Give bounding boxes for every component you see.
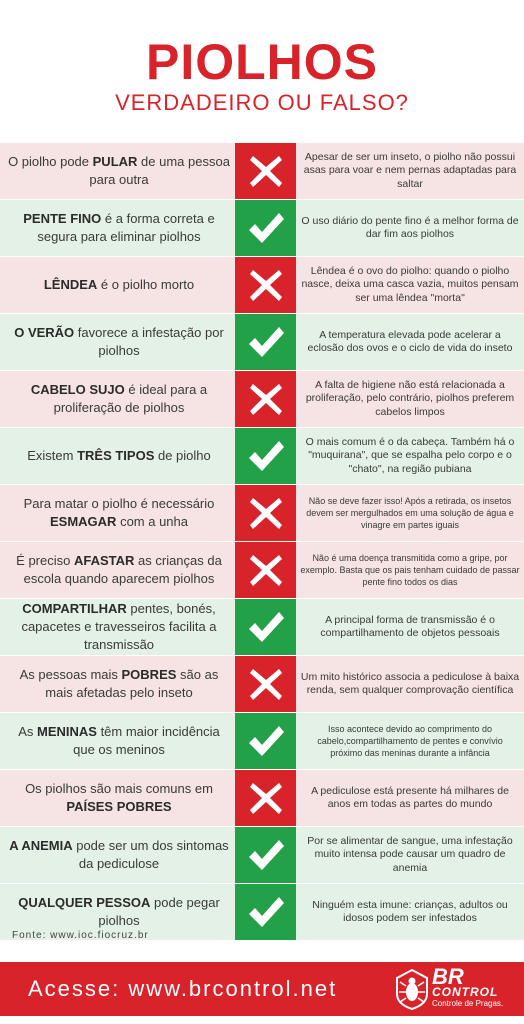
- statement-keyword: A ANEMIA: [9, 838, 73, 853]
- statement-text: de uma pessoa para outra: [89, 154, 230, 187]
- statement: [6, 656, 232, 712]
- statement: [6, 827, 232, 883]
- explanation: Lêndea é o ovo do piolho: quando o piolho nasce, deixa uma casca vazia, muitos pensam ser uma lêndea "morta": [301, 264, 519, 304]
- source-credit: Fonte: www.ioc.fiocruz.br: [12, 930, 149, 941]
- x-icon: [235, 257, 296, 313]
- statement-keyword: POBRES: [121, 667, 177, 682]
- statement-keyword: QUALQUER PESSOA: [18, 895, 151, 910]
- statement-keyword: TRÊS TIPOS: [77, 448, 155, 463]
- fact-list: [0, 143, 524, 941]
- fact-row: [0, 143, 524, 199]
- fact-row: [0, 257, 524, 313]
- explanation: A temperatura elevada pode acelerar a eclosão dos ovos e o ciclo de vida do inseto: [307, 328, 513, 354]
- explanation: A falta de higiene não está relacionada a proliferação, pelo contrário, piolhos preferem cabelos limpos: [305, 378, 515, 418]
- fact-row: [0, 656, 524, 712]
- explanation: Isso acontece devido ao comprimento do cabelo,compartilhamento de pentes e convívio próximo das meninas durante a infância: [317, 724, 503, 758]
- explanation: A pediculose está presente há milhares de anos em todas as partes do mundo: [311, 784, 509, 810]
- statement-text: As: [18, 724, 37, 739]
- statement-keyword: COMPARTILHAR: [22, 601, 127, 616]
- logo-wordmark-br: BR: [432, 964, 464, 989]
- explanation: Não é uma doença transmitida como a gripe, por exemplo. Basta que os pais tenham cuidado de passar pente fino todos os dias: [300, 553, 520, 587]
- statement-text: são as mais afetadas pelo inseto: [45, 667, 219, 700]
- fact-row: [0, 599, 524, 655]
- statement-keyword: PAÍSES POBRES: [66, 799, 172, 814]
- statement-text: Existem: [27, 448, 78, 463]
- statement-text: Os piolhos são mais comuns em: [25, 781, 213, 796]
- website-link[interactable]: Acesse: www.brcontrol.net: [28, 976, 338, 1001]
- statement-text: têm maior incidência que os meninos: [73, 724, 220, 757]
- statement-text: é o piolho morto: [97, 277, 195, 292]
- fact-row: [0, 485, 524, 541]
- x-icon: [235, 542, 296, 598]
- x-icon: [235, 371, 296, 427]
- statement-keyword: CABELO SUJO: [30, 382, 125, 397]
- statement: [6, 200, 232, 256]
- statement-text: favorece a infestação por piolhos: [74, 325, 224, 358]
- x-icon: [235, 143, 296, 199]
- brand-logo: [394, 966, 516, 1012]
- statement: [6, 713, 232, 769]
- explanation: Apesar de ser um inseto, o piolho não possui asas para voar e nem pernas adaptadas para saltar: [303, 150, 517, 190]
- statement: [6, 770, 232, 826]
- statement-keyword: AFASTAR: [73, 553, 135, 568]
- header: [0, 0, 524, 140]
- statement-text: É preciso: [16, 553, 74, 568]
- x-icon: [235, 656, 296, 712]
- footer-banner: [0, 962, 524, 1016]
- statement: [6, 599, 232, 655]
- logo-wordmark-control: CONTROL: [432, 985, 499, 999]
- explanation: Um mito histórico associa a pediculose à baixa renda, sem qualquer comprovação científica: [300, 670, 520, 696]
- explanation: Por se alimentar de sangue, uma infestação muito intensa pode causar um quadro de anemia: [307, 834, 513, 874]
- check-icon: [235, 428, 296, 484]
- statement-text: de piolho: [154, 448, 211, 463]
- statement-text: Para matar o piolho é necessário: [23, 496, 215, 511]
- statement-keyword: LÊNDEA: [43, 277, 98, 292]
- statement-keyword: PULAR: [92, 154, 138, 169]
- check-icon: [235, 827, 296, 883]
- statement: [6, 257, 232, 313]
- explanation: Ninguém esta imune: crianças, adultos ou idosos podem ser infestados: [312, 898, 508, 924]
- statement: [6, 371, 232, 427]
- statement-text: pentes, bonés, capacetes e travesseiros facilita a transmissão: [21, 601, 217, 652]
- x-icon: [235, 770, 296, 826]
- statement-keyword: ESMAGAR: [50, 514, 117, 529]
- statement-text: O piolho pode: [8, 154, 93, 169]
- fact-row: [0, 713, 524, 769]
- x-icon: [235, 485, 296, 541]
- statement: [6, 485, 232, 541]
- statement-text: as crianças da escola quando aparecem piolhos: [23, 553, 222, 586]
- check-icon: [235, 200, 296, 256]
- explanation: A principal forma de transmissão é o compartilhamento de objetos pessoais: [320, 613, 500, 639]
- statement: [6, 143, 232, 199]
- statement-keyword: O VERÃO: [14, 325, 75, 340]
- check-icon: [235, 884, 296, 940]
- logo-tagline: Controle de Pragas.: [432, 999, 504, 1008]
- check-icon: [235, 713, 296, 769]
- page-title: PIOLHOS: [145, 34, 379, 90]
- statement: [6, 428, 232, 484]
- fact-row: [0, 314, 524, 370]
- fact-row: [0, 371, 524, 427]
- statement-text: pode pegar piolhos: [98, 895, 220, 928]
- statement-keyword: MENINAS: [37, 724, 97, 739]
- statement-text: As pessoas mais: [19, 667, 122, 682]
- fact-row: [0, 428, 524, 484]
- fact-row: [0, 542, 524, 598]
- fact-row: [0, 770, 524, 826]
- statement: [6, 542, 232, 598]
- fact-row: [0, 200, 524, 256]
- explanation: Não se deve fazer isso! Após a retirada, os insetos devem ser mergulhados em uma solução de água e vinagre em partes iguais: [306, 496, 514, 530]
- bug-icon: [394, 968, 430, 1010]
- statement-text: é a forma correta e segura para eliminar piolhos: [37, 211, 215, 244]
- statement: [6, 314, 232, 370]
- check-icon: [235, 599, 296, 655]
- explanation: O uso diário do pente fino é a melhor forma de dar fim aos piolhos: [301, 214, 519, 240]
- statement-text: pode ser um dos sintomas da pediculose: [72, 838, 229, 871]
- statement-text: é ideal para a proliferação de piolhos: [53, 382, 208, 415]
- statement-text: com a unha: [116, 514, 188, 529]
- page-subtitle: VERDADEIRO OU FALSO?: [115, 90, 409, 115]
- fact-row: [0, 827, 524, 883]
- statement-keyword: PENTE FINO: [23, 211, 102, 226]
- explanation: O mais comum é o da cabeça. Também há o "muquirana", que se espalha pelo corpo e o "chato", na região pubiana: [305, 435, 515, 475]
- check-icon: [235, 314, 296, 370]
